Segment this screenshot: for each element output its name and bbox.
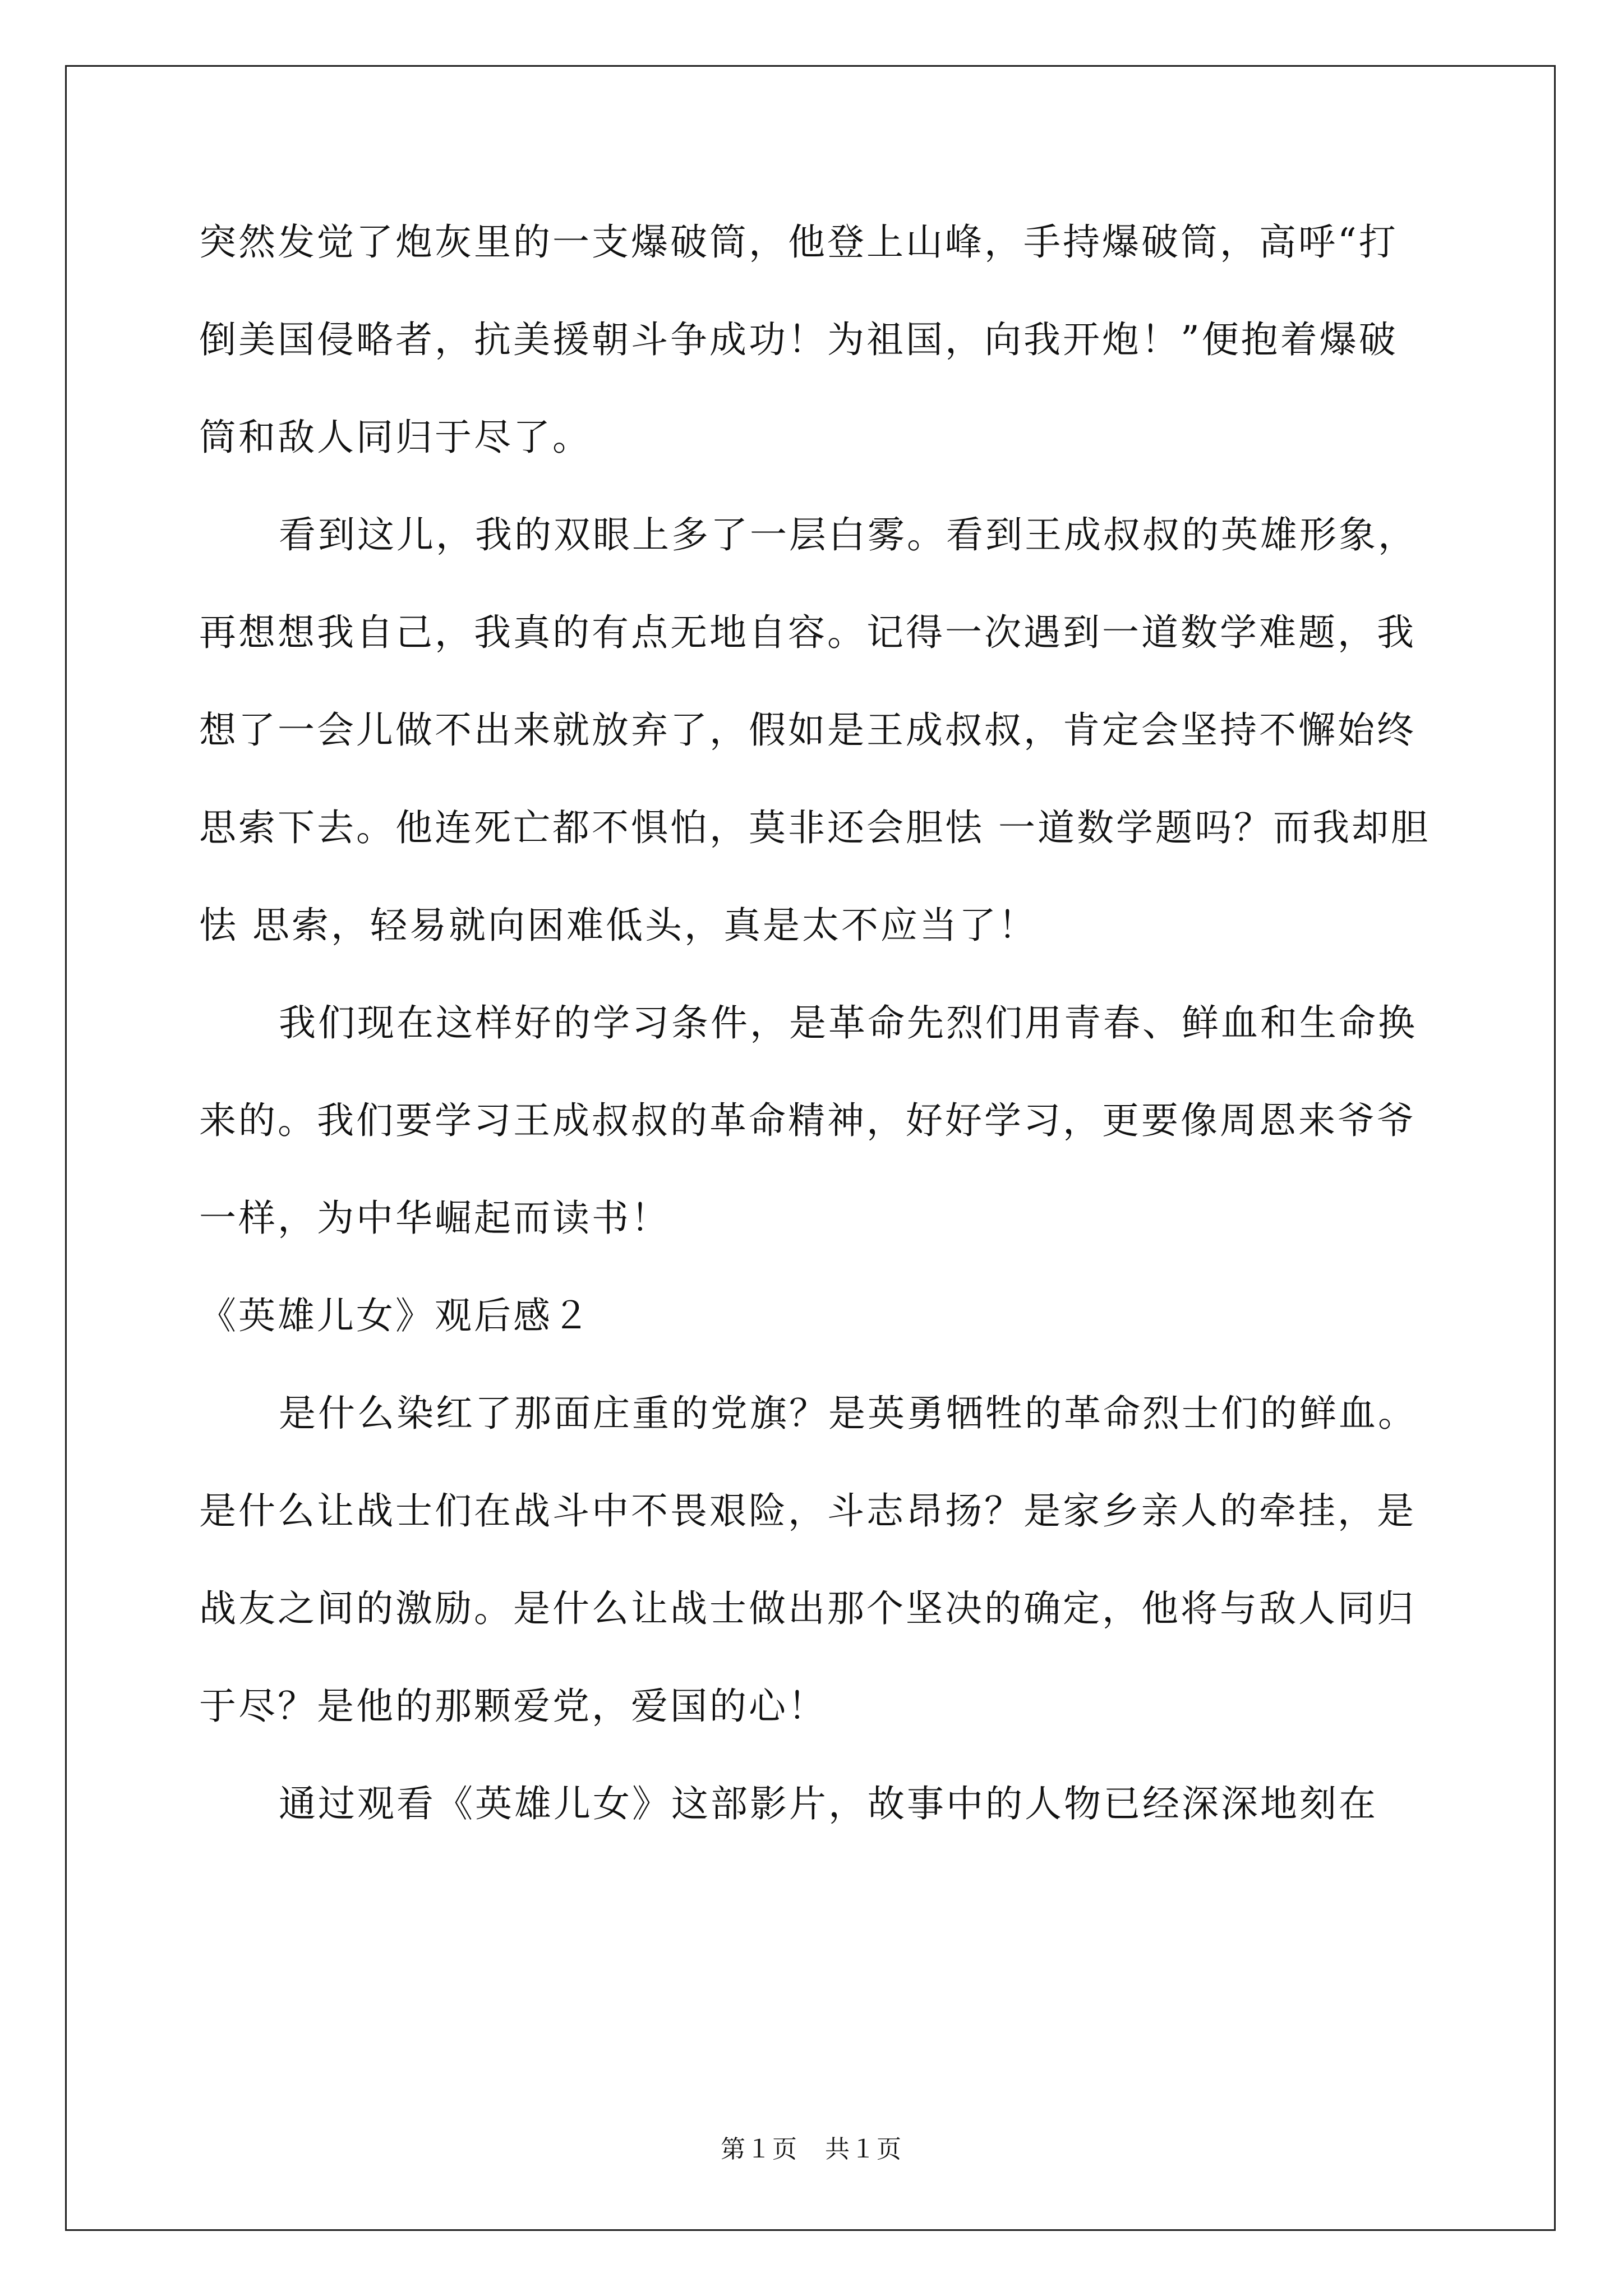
- paragraph-1: 突然发觉了炮灰里的一支爆破筒，他登上山峰，手持爆破筒，高呼“打倒美国侵略者，抗美援朝斗争成功！为祖国，向我开炮！”便抱着爆破筒和敌人同归于尽了。: [199, 220, 1398, 459]
- document-body: [199, 194, 1433, 1853]
- section-heading: 《英雄儿女》观后感２: [199, 1294, 592, 1337]
- page-number-current: 第１页: [721, 2135, 798, 2164]
- paragraph-2: 看到这儿，我的双眼上多了一层白雾。看到王成叔叔的英雄形象，再想想我自己，我真的有点无地自容。记得一次遇到一道数学难题，我想了一会儿做不出来就放弃了，假如是王成叔叔，肯定会坚持不懈始终思索下去。他连死亡都不惧怕，莫非还会胆怯 一道数学题吗？而我却胆怯 思索，轻易就向困难低头，真是太不应当了！: [199, 513, 1430, 947]
- page-number-total: 共１页: [825, 2135, 902, 2164]
- paragraph-5: 通过观看《英雄儿女》这部影片，故事中的人物已经深深地刻在: [279, 1782, 1378, 1825]
- paragraph-4: 是什么染红了那面庄重的党旗？是英勇牺牲的革命烈士们的鲜血。是什么让战士们在战斗中不畏艰险，斗志昂扬？是家乡亲人的牵挂，是战友之间的激励。是什么让战士做出那个坚决的确定，他将与敌人同归于尽？是他的那颗爱党，爱国的心！: [199, 1392, 1417, 1728]
- page-footer: [0, 2129, 1623, 2165]
- paragraph-3: 我们现在这样好的学习条件，是革命先烈们用青春、鲜血和生命换来的。我们要学习王成叔叔的革命精神，好好学习，更要像周恩来爷爷一样，为中华崛起而读书！: [199, 1001, 1417, 1240]
